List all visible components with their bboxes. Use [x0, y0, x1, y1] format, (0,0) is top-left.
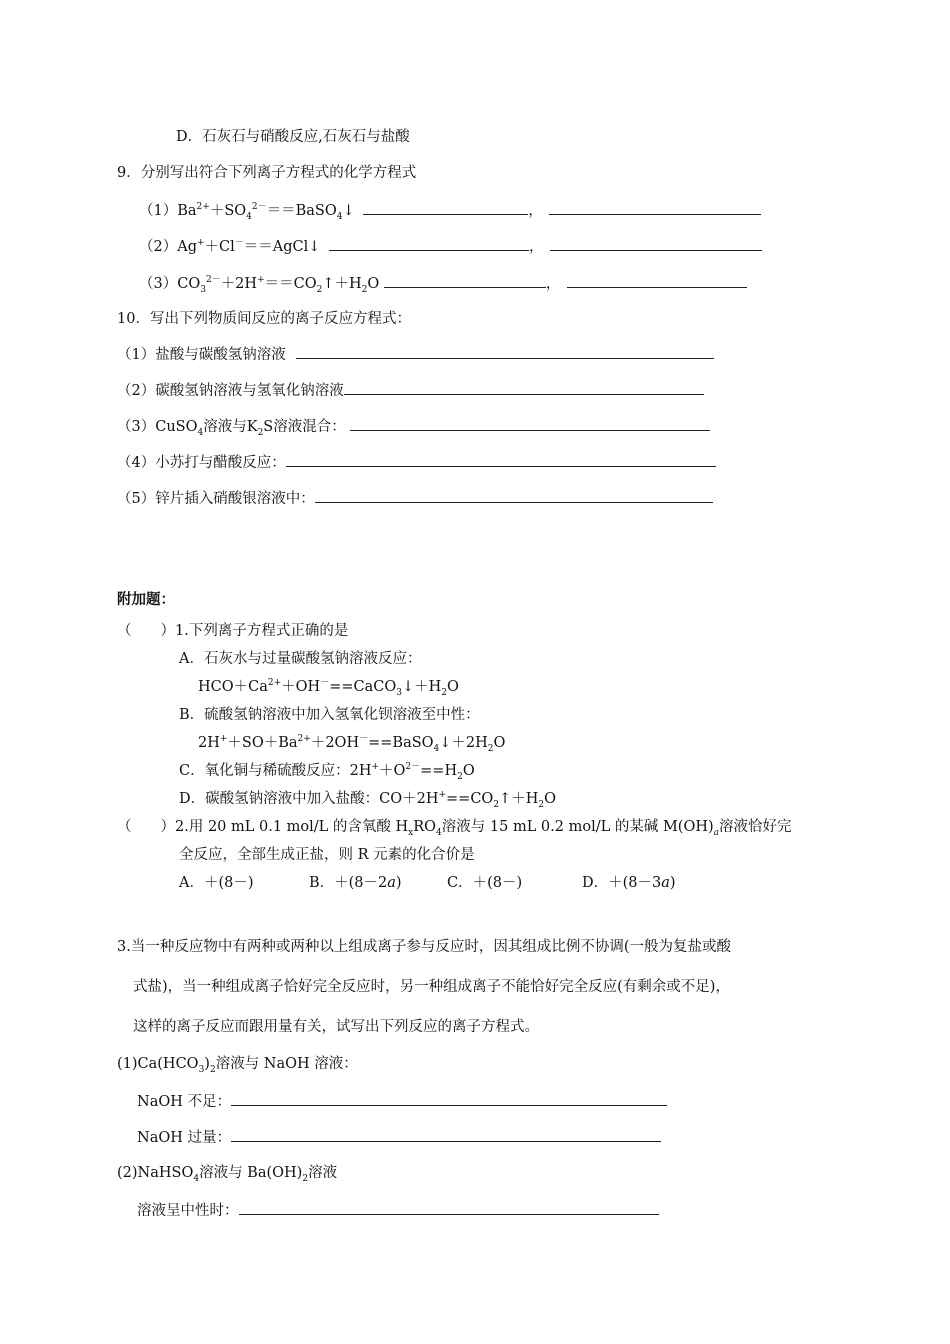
q10-line-3: （3）CuSO$_4$溶液与$K_2S$溶液混合：	[117, 416, 710, 437]
naoh-more-blank[interactable]	[231, 1127, 661, 1142]
q10-line-2: （2）碳酸氢钠溶液与氢氧化钠溶液	[117, 380, 704, 401]
extra-p3-line-2: 式盐)，当一种组成离子恰好完全反应时，另一种组成离子不能恰好完全反应(有剩余或不足)，	[133, 979, 730, 995]
extra-p1-option-a-eq: $HCO+Ca^{2+}+OH^-==CaCO_3↓+H_2O$	[198, 678, 459, 698]
neutral-blank[interactable]	[239, 1200, 659, 1215]
q10-blank-3[interactable]	[350, 416, 710, 431]
extra-p2-line-2: 全反应，全部生成正盐，则 R 元素的化合价是	[179, 847, 475, 863]
naoh-less-blank[interactable]	[231, 1091, 667, 1106]
extra-p3-naoh-more: NaOH 过量：	[137, 1127, 661, 1148]
q9-blank-3b[interactable]	[567, 273, 747, 288]
extra-p2-options	[179, 873, 676, 893]
extra-p3-sub-2: (2)NaHSO$_4$溶液与 $Ba(OH)_2$溶液	[117, 1165, 338, 1184]
q9-line-1: $(1)Ba^{2+}+SO_4^{2-}==BaSO_4↓$ ，	[139, 200, 761, 221]
q8-option-d: D．石灰石与硝酸反应,石灰石与盐酸	[176, 129, 410, 145]
q9-blank-3a[interactable]	[384, 273, 546, 288]
q9-blank-1a[interactable]	[363, 200, 528, 215]
extra-heading: 附加题：	[117, 591, 175, 608]
q10-blank-2[interactable]	[344, 380, 704, 395]
q10-blank-5[interactable]	[315, 488, 713, 503]
extra-p1-option-d: D．碳酸氢钠溶液中加入盐酸：$CO+2H^+==CO_2↑+H_2O$	[179, 790, 556, 810]
q9-line-3: $(3)CO_3^{2-}+2H^+==CO_2↑+H_2O$ ，	[139, 273, 747, 294]
extra-p2-option-b[interactable]: B．＋(8－2a)	[309, 875, 402, 891]
q10-line-5: （5）锌片插入硝酸银溶液中：	[117, 488, 713, 509]
extra-p3-naoh-less: NaOH 不足：	[137, 1091, 667, 1112]
extra-p1-option-b: B．硫酸氢钠溶液中加入氢氧化钡溶液至中性：	[179, 707, 480, 723]
extra-p1-option-c: C．氧化铜与稀硫酸反应：$2H^++O^{2-}==H_2O$	[179, 762, 475, 782]
extra-p1-option-b-eq: $2H^++SO+Ba^{2+}+2OH^-==BaSO_4↓+2H_2O$	[198, 734, 506, 754]
extra-p3-sub-1: $(1)Ca(HCO_3)_2$溶液与 NaOH 溶液：	[117, 1056, 358, 1075]
answer-paren[interactable]: （ ）	[117, 819, 175, 835]
q9-blank-2b[interactable]	[550, 236, 762, 251]
answer-paren[interactable]: （ ）	[117, 623, 175, 639]
q9-title: 9．分别写出符合下列离子方程式的化学方程式	[117, 165, 417, 181]
q10-blank-4[interactable]	[286, 452, 716, 467]
q10-line-1: （1）盐酸与碳酸氢钠溶液	[117, 344, 714, 365]
extra-p2-option-c[interactable]: C．＋(8－)	[447, 875, 523, 891]
extra-p2-option-d[interactable]: D．＋(8－3a)	[582, 875, 676, 891]
q10-title: 10．写出下列物质间反应的离子反应方程式：	[117, 311, 411, 327]
q9-blank-2a[interactable]	[329, 236, 529, 251]
q10-blank-1[interactable]	[296, 344, 714, 359]
q9-blank-1b[interactable]	[549, 200, 761, 215]
extra-p1-stem: （ ）1.下列离子方程式正确的是	[117, 623, 349, 639]
q10-line-4: （4）小苏打与醋酸反应：	[117, 452, 716, 473]
extra-p3-line-1: 3.当一种反应物中有两种或两种以上组成离子参与反应时，因其组成比例不协调(一般为复盐或酸	[117, 939, 731, 955]
extra-p1-option-a: A．石灰水与过量碳酸氢钠溶液反应：	[179, 651, 422, 667]
extra-p3-neutral: 溶液呈中性时：	[137, 1200, 659, 1221]
extra-p2-stem: （ ）2.用 20 mL 0.1 mol/L 的含氧酸 $H_xRO_4$溶液与 15 mL 0.2 mol/L 的某碱 $M(OH)_a$溶液恰好完	[117, 819, 792, 838]
q9-line-2: （2）Ag+＋Cl－＝＝AgCl↓ ，	[139, 236, 762, 257]
extra-p3-line-3: 这样的离子反应而跟用量有关，试写出下列反应的离子方程式。	[133, 1019, 539, 1035]
extra-p2-option-a[interactable]: A．＋(8－)	[179, 875, 254, 891]
